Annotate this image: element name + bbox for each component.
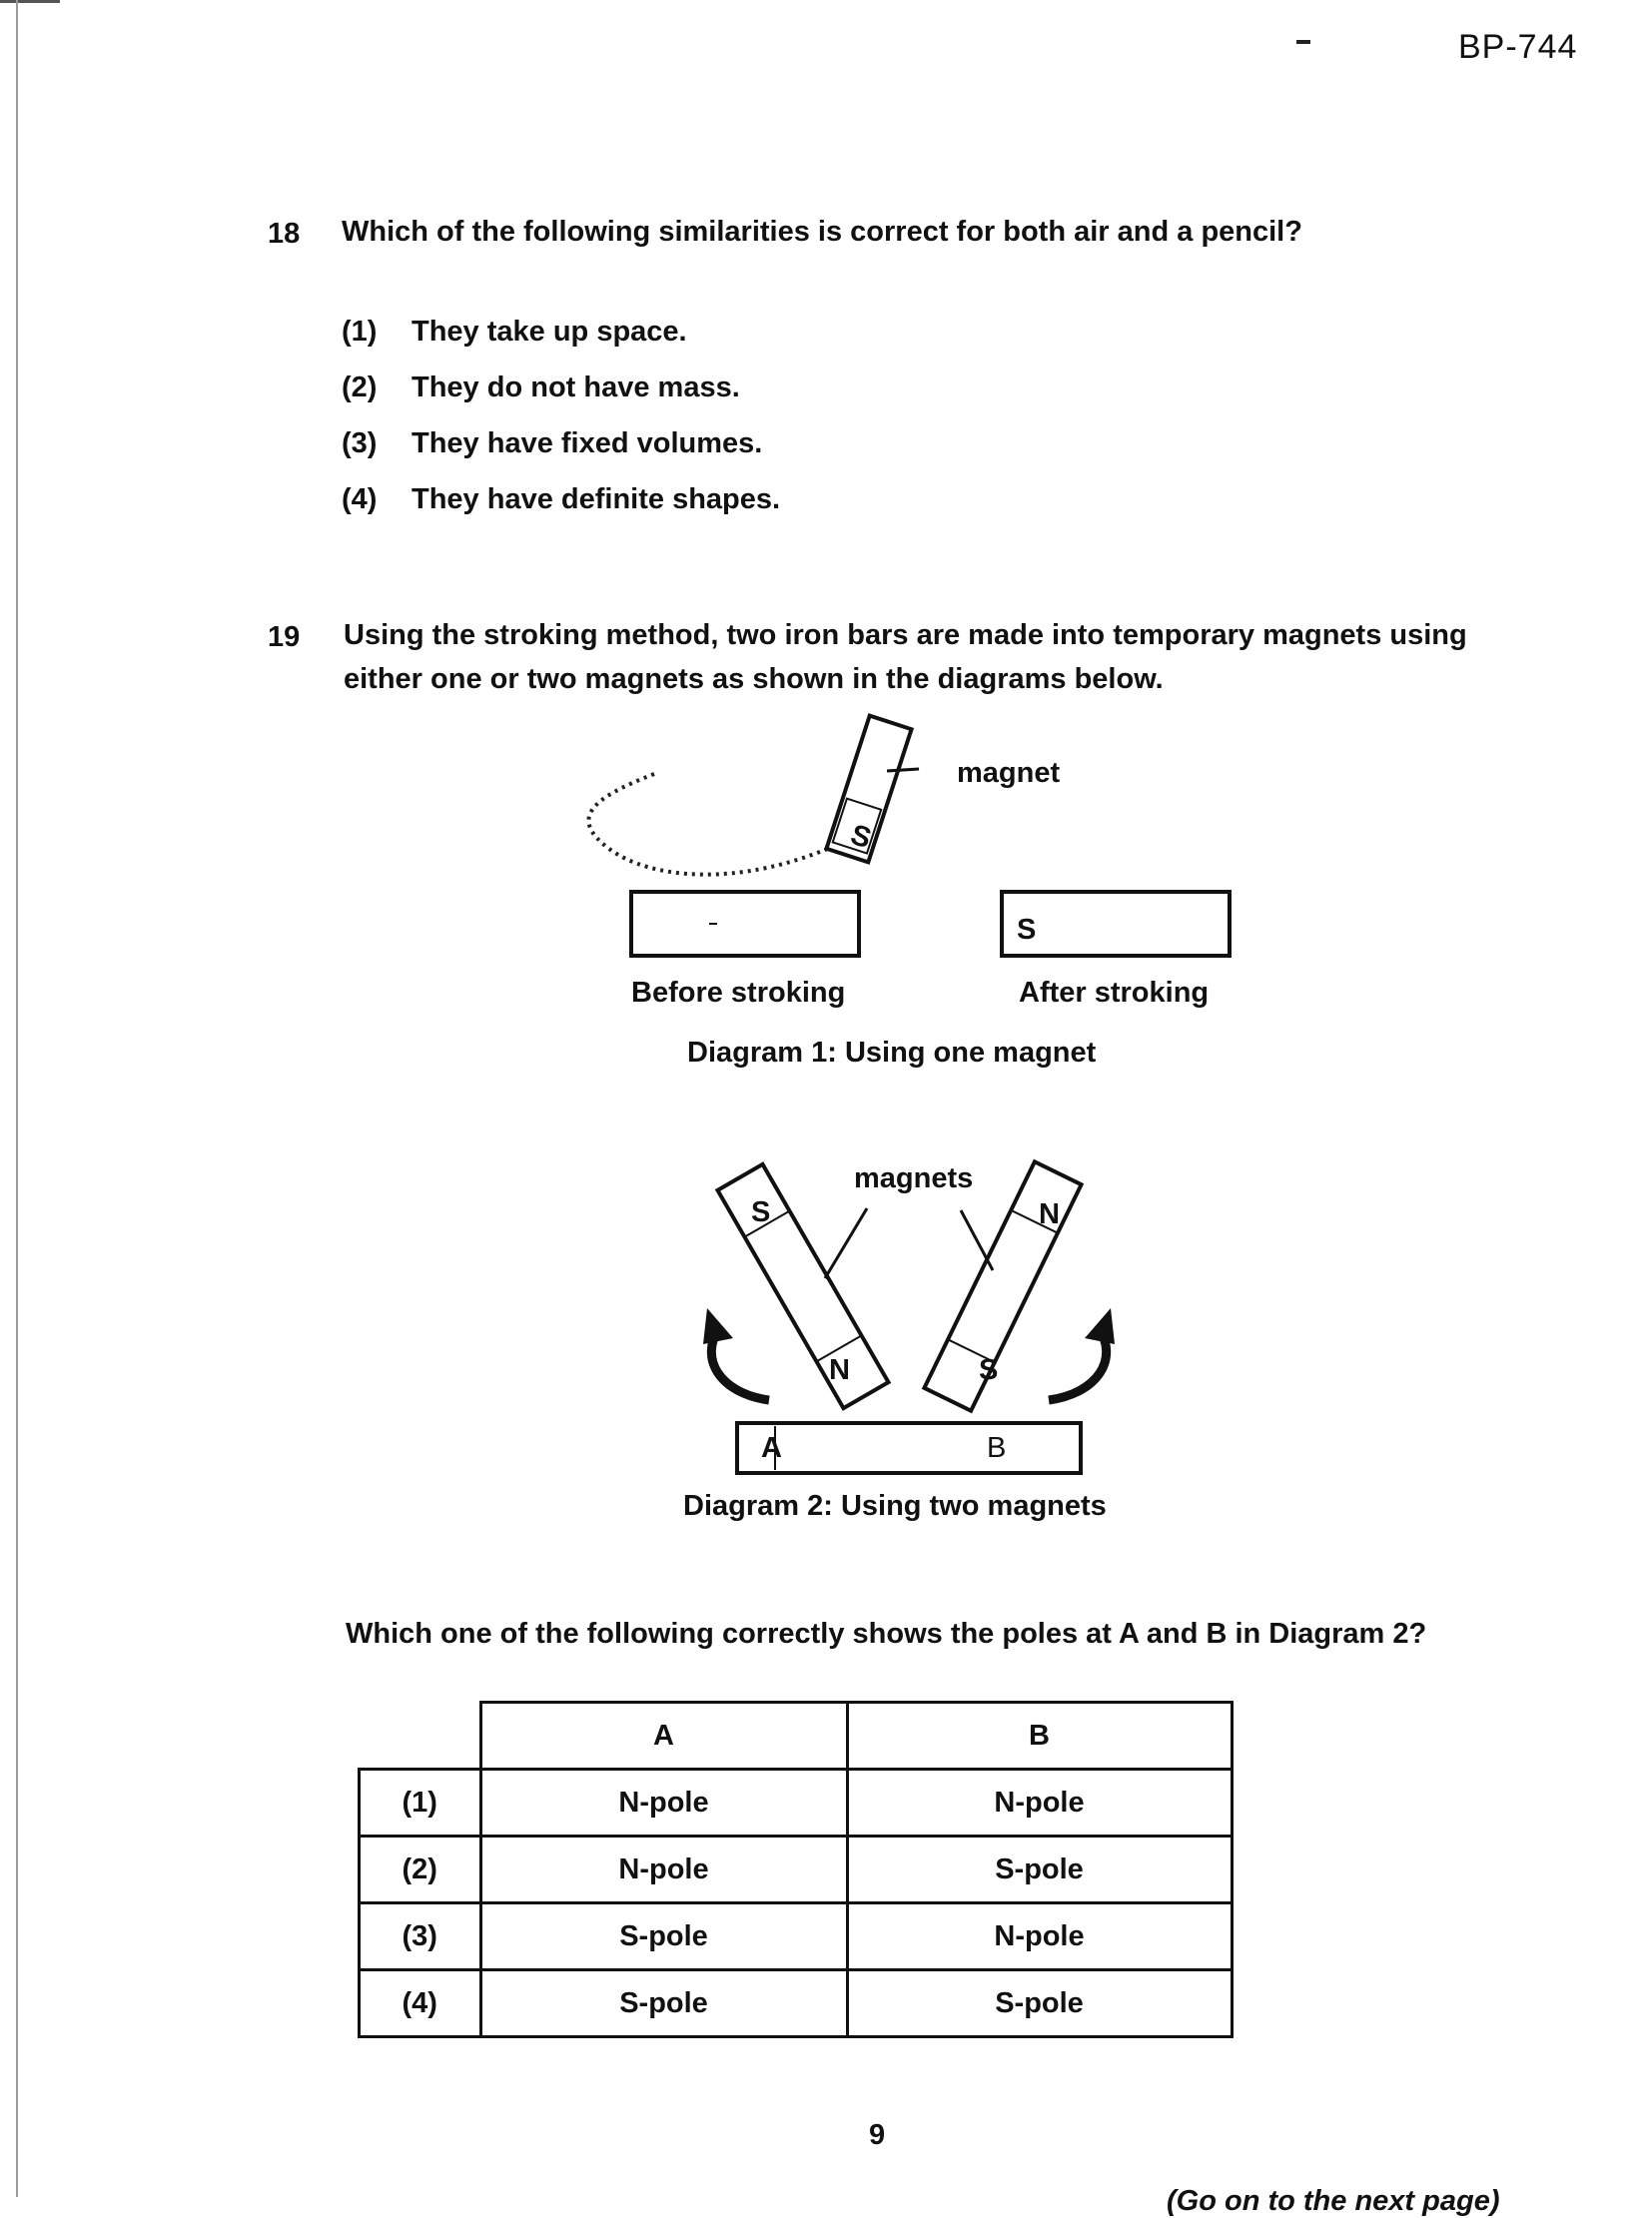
option-number: (1) — [342, 316, 378, 348]
q18-text: Which of the following similarities is correct for both air and a pencil? — [342, 216, 1302, 248]
left-magnet-bottom-pole: N — [829, 1354, 850, 1386]
cell-b: N-pole — [847, 1770, 1232, 1837]
diagram-2-caption: Diagram 2: Using two magnets — [683, 1490, 1107, 1522]
next-page-note: (Go on to the next page) — [1167, 2185, 1500, 2217]
table-row — [360, 1770, 1233, 1837]
q19-text-line1: Using the stroking method, two iron bars are made into temporary magnets using — [344, 619, 1467, 651]
q19-subquestion: Which one of the following correctly shows the poles at A and B in Diagram 2? — [346, 1618, 1427, 1650]
before-stroking-caption: Before stroking — [631, 977, 846, 1009]
magnets-pointer-right — [961, 1210, 993, 1270]
option-text: They do not have mass. — [412, 371, 740, 403]
option-number: (4) — [342, 483, 378, 515]
right-magnet-top-pole: N — [1039, 1198, 1060, 1230]
option-number: (3) — [342, 427, 378, 459]
option-text: They have fixed volumes. — [412, 427, 763, 459]
right-arrow-head-icon — [1085, 1308, 1115, 1344]
diagram-1-caption: Diagram 1: Using one magnet — [687, 1037, 1097, 1069]
after-bar-pole: S — [1017, 914, 1037, 946]
pole-label-a: A — [761, 1432, 782, 1464]
table-row — [360, 1903, 1233, 1970]
cell-a: N-pole — [480, 1837, 847, 1903]
q19-text-line2: either one or two magnets as shown in the diagrams below. — [344, 663, 1164, 695]
magnet-pole-s: S — [846, 818, 875, 856]
option-number: (2) — [342, 371, 378, 403]
page-number: 9 — [869, 2119, 886, 2151]
row-number: (3) — [360, 1903, 481, 1970]
cell-b: S-pole — [847, 1970, 1232, 2037]
row-number: (1) — [360, 1770, 481, 1837]
iron-bar-ab — [737, 1423, 1081, 1473]
row-number: (2) — [360, 1837, 481, 1903]
right-magnet-bottom-pole: S — [979, 1354, 999, 1386]
pole-label-b: B — [987, 1432, 1007, 1464]
cell-b: S-pole — [847, 1837, 1232, 1903]
table-row — [360, 1837, 1233, 1903]
option-text: They take up space. — [412, 316, 687, 348]
cell-a: N-pole — [480, 1770, 847, 1837]
column-header-a: A — [480, 1703, 847, 1770]
left-magnet — [717, 1164, 888, 1408]
magnets-pointer-left — [825, 1208, 867, 1278]
magnets-label: magnets — [854, 1162, 974, 1194]
cell-a: S-pole — [480, 1903, 847, 1970]
option-text: They have definite shapes. — [412, 483, 781, 515]
magnet-label: magnet — [957, 757, 1061, 789]
row-number: (4) — [360, 1970, 481, 2037]
cell-b: N-pole — [847, 1903, 1232, 1970]
table-header-row — [360, 1703, 1233, 1770]
answer-table — [358, 1701, 1234, 2038]
table-corner — [360, 1703, 481, 1770]
left-magnet-top-pole: S — [751, 1196, 771, 1228]
q18-number: 18 — [268, 218, 301, 250]
after-stroking-caption: After stroking — [1019, 977, 1210, 1009]
column-header-b: B — [847, 1703, 1232, 1770]
cell-a: S-pole — [480, 1970, 847, 2037]
left-magnet-body — [717, 1164, 888, 1408]
table-row — [360, 1970, 1233, 2037]
paper-code: BP-744 — [1458, 28, 1578, 66]
q19-number: 19 — [268, 621, 301, 653]
left-arrow-head-icon — [703, 1308, 733, 1344]
